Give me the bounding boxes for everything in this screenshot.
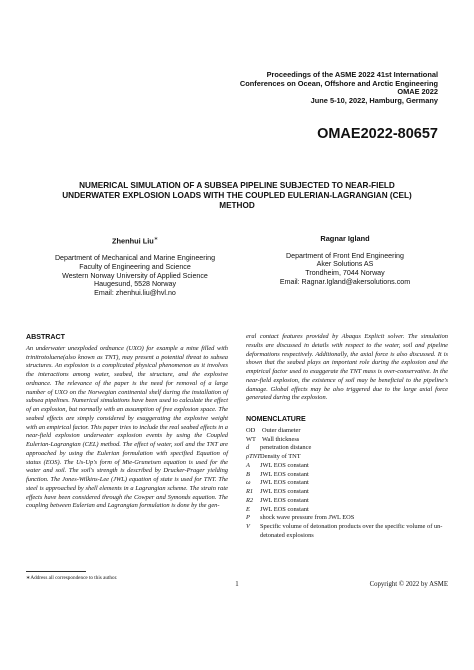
nomenclature-item — [246, 444, 448, 453]
nomenclature-definition: JWL EOS constant — [260, 470, 309, 478]
nomenclature-symbol: R2 — [246, 496, 254, 504]
author-affiliation-line: Aker Solutions AS — [316, 260, 374, 269]
nomenclature-symbol: E — [246, 505, 250, 513]
nomenclature-definition: JWL EOS constant — [260, 505, 309, 513]
author-affiliation-line: Trondheim, 7044 Norway — [305, 269, 385, 278]
nomenclature-heading: NOMENCLATURE — [246, 415, 306, 423]
nomenclature-item — [246, 479, 448, 488]
author-affiliation-line: Department of Front End Engineering — [286, 251, 404, 260]
nomenclature-definition: shock wave pressure from JWL EOS — [260, 514, 355, 522]
nomenclature-symbol: A — [246, 461, 250, 469]
nomenclature-item — [246, 453, 448, 462]
page-number: 1 — [235, 581, 239, 588]
author-block-2 — [250, 235, 440, 287]
nomenclature-definition: penetration distance — [260, 444, 312, 452]
nomenclature-definition: Specific volume of detonation products over the specific volume of un-detonated explosions — [260, 523, 443, 539]
proceedings-header — [138, 71, 438, 105]
footnote-divider — [26, 571, 86, 572]
nomenclature-item — [246, 488, 448, 497]
nomenclature-definition: JWL EOS constant — [260, 496, 309, 504]
abstract-heading: ABSTRACT — [26, 333, 66, 341]
nomenclature-item — [246, 514, 448, 523]
nomenclature-definition: Density of TNT — [260, 453, 301, 460]
nomenclature-symbol: ρTNT — [246, 453, 261, 460]
nomenclature-item — [246, 497, 448, 506]
author-affiliation-line: Western Norway University of Applied Science — [62, 271, 208, 280]
paper-id: OMAE2022-80657 — [317, 126, 438, 142]
abstract-text-left: An underwater unexploded ordnance (UXO) for example a mine filled with trinitrotoluene(also known as TNT), may present a potential threat to subsea structures. An explosion is a complicated physical phenomenon as it involves the interactions among water, seabed, the structure, and the explosive ordnance. The relevance of the paper is the need for removal of a large number of UXO on the Norwegian continental shelf during the installation of subsea pipelines. Numerical simulations have been used to calculate the effect of an explosion, but normally with an assumption of free explosion space. The seabed effects are simply considered by exaggerating the explosive weight with an empirical factor. This paper tries to include the real seabed effects in a near-field explosion underwater explosion events by using the Coupled Eulerian-Lagrangian (CEL) method. The effect of water, soil and the TNT are approached by using the Eulerian formulation with specified Equation of status (EOS). The Us-Up's form of Mie-Gruneisen equation is used for the water and soil. The soil's strength is described by Drucker-Prager yielding function. The Jones-Wilkins-Lee (JWL) equation of state is used for TNT. The steel is approached by shell elements in a Lagrangian scheme. The strain rate effects have been considered through the Cowper and Symonds equation. The coupling between Eulerian and Lagrangian formulation is done by the gen- — [26, 344, 228, 510]
nomenclature-item — [246, 436, 448, 445]
author-email: Email: zhenhui.liu@hvl.no — [94, 288, 176, 297]
nomenclature-definition: JWL EOS constant — [260, 479, 309, 487]
left-column — [26, 333, 228, 511]
nomenclature-item — [246, 462, 448, 471]
nomenclature-item — [246, 427, 448, 436]
footnote: ∗Address all correspondence to this author. — [26, 575, 118, 581]
nomenclature-symbol: R1 — [246, 488, 254, 495]
nomenclature-item — [246, 506, 448, 515]
nomenclature-list — [246, 427, 448, 541]
author-affiliation-line: Department of Mechanical and Marine Engineering — [54, 254, 216, 263]
nomenclature-symbol: B — [246, 470, 250, 478]
copyright: Copyright © 2022 by ASME — [369, 581, 448, 588]
proceedings-line: Conferences on Ocean, Offshore and Arctic Engineering — [239, 78, 438, 88]
author-name: Ragnar Igland — [320, 234, 370, 243]
nomenclature-item — [246, 523, 448, 541]
nomenclature-definition: Wall thickness — [262, 435, 300, 443]
author-affiliation-line: Faculty of Engineering and Science — [79, 262, 191, 271]
nomenclature-definition: Outer diameter — [262, 426, 301, 434]
nomenclature-symbol: V — [246, 523, 250, 530]
abstract-text-right: eral contact features provided by Abaqus Explicit solver. The simulation results are discussed in details with respect to the water, soil and pipeline deformations respectively. Additionally, the axial force is also discussed. It is shown that the seabed plays an important role during the explosion and the empirical factor used to exaggerate the TNT mass is over-conservative. In the near-field explosion, the existence of soil may be beneficial to the pipeline's damage. Global effects may be also triggered due to the large axial force generated during the explosion. — [246, 333, 448, 402]
nomenclature-definition: JWL EOS constant — [260, 488, 309, 495]
nomenclature-symbol: ω — [246, 479, 251, 487]
paper-title: NUMERICAL SIMULATION OF A SUBSEA PIPELINE SUBJECTED TO NEAR-FIELD UNDERWATER EXPLOSION LOADS WITH THE COUPLED EULERIAN-LAGRANGIAN (CEL) METHOD — [62, 181, 412, 210]
nomenclature-symbol: P — [246, 514, 250, 522]
proceedings-line: June 5-10, 2022, Hamburg, Germany — [310, 95, 438, 105]
author-affiliation-line: Haugesund, 5528 Norway — [93, 280, 177, 289]
nomenclature-symbol: WT — [246, 435, 256, 443]
author-email: Email: Ragnar.Igland@akersolutions.com — [279, 277, 411, 286]
author-name: Zhenhui Liu∗ — [111, 236, 159, 246]
author-block-1 — [40, 235, 230, 298]
nomenclature-definition: JWL EOS constant — [260, 461, 309, 469]
right-column — [246, 333, 448, 541]
proceedings-line: Proceedings of the ASME 2022 41st International — [266, 70, 438, 79]
nomenclature-symbol: d — [246, 444, 250, 452]
nomenclature-symbol: OD — [246, 426, 256, 434]
nomenclature-section — [246, 415, 448, 541]
nomenclature-item — [246, 471, 448, 480]
proceedings-line: OMAE 2022 — [397, 87, 438, 97]
